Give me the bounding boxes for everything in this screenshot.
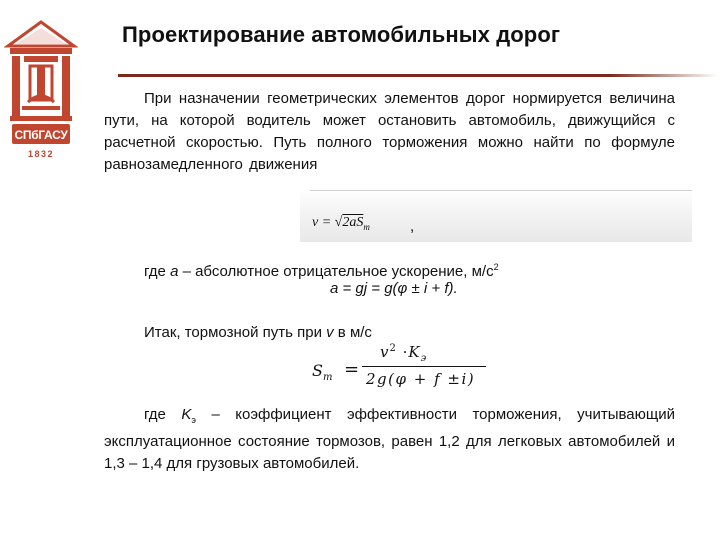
numerator-power: 2 [389,343,397,354]
numerator-speed: v [380,343,390,361]
sqrt-icon: √ [334,215,343,230]
acceleration-unit-sup: 2 [493,262,499,272]
page-title: Проектирование автомобильных дорог [122,22,561,47]
braking-intro-suffix: в м/с [333,324,372,341]
university-logo [4,18,78,168]
coefficient-prefix: где [144,406,182,423]
speed-formula-radicand: 2aS [342,215,364,230]
braking-formula-lhs-var: S [312,361,323,380]
braking-formula-denominator: 2g(φ + f ±i) [366,370,476,388]
logo-name: СПбГАСУ [14,128,68,142]
fraction-bar [362,366,486,367]
braking-formula-numerator [380,343,427,364]
title-divider [118,74,718,77]
acceleration-var: a [170,263,179,280]
braking-intro-prefix: Итак, тормозной путь при [144,324,327,341]
logo-year: 1832 [27,149,55,159]
speed-formula-lhs: v = [312,215,332,230]
coefficient-paragraph [104,404,675,475]
formula-divider [310,190,692,191]
acceleration-formula: a = gj = g(φ ± i + f). [330,280,458,297]
coefficient-text: – коэффициент эффективности торможения, учитывающий эксплуатационное состояние тормозов, равен 1,2 для легковых автомобилей и 1,3 – 1,4 для грузовых автомобилей. [104,406,675,472]
braking-formula-lhs-sub: m [322,372,333,384]
braking-formula-eq: = [344,359,360,380]
numerator-dot: · [402,343,409,361]
intro-paragraph: При назначении геометрических элементов дорог нормируется величина пути, на которой водитель может остановить автомобиль, движущийся с расчетной скоростью. Путь полного торможения можно найти по формуле равнозамедленного движения [104,90,675,173]
speed-formula [312,215,370,232]
coefficient-var: K [181,406,192,423]
speed-formula-sub: m [363,221,370,232]
acceleration-text: – абсолютное отрицательное ускорение, м/с [178,263,494,280]
building-emblem-icon [8,22,74,144]
speed-formula-trailing: , [410,218,415,235]
numerator-k-sub: э [420,353,428,364]
coefficient-var-sub: э [191,415,196,425]
braking-path-intro [144,322,372,344]
braking-formula-lhs [312,361,332,383]
numerator-k: K [408,343,421,361]
acceleration-prefix: где [144,263,171,280]
braking-intro-var: v [326,324,334,341]
